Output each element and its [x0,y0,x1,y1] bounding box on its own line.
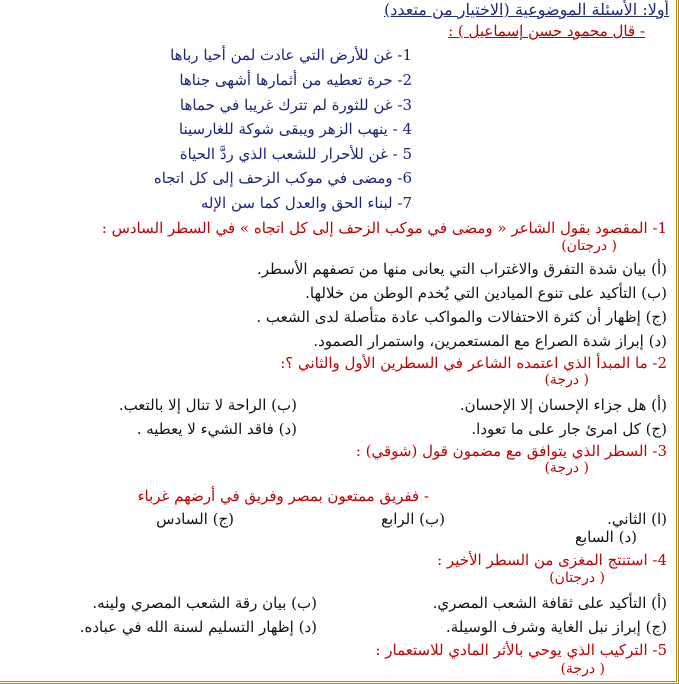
q4-option-d[interactable]: (د) إظهار التسليم لسنة الله في عباده. [79,618,317,636]
question-2-stem: 2- ما المبدأ الذي اعتمده الشاعر في السطرين الأول والثاني ؟: [280,354,667,372]
question-3-stem: 3- السطر الذي يتوافق مع مضمون قول (شوقي) : [355,442,667,460]
poem-line: 5 - غن للأحرار للشعب الذي ردَّ الحياة [179,145,412,163]
question-1-marks: ( درجتان) [561,238,617,254]
poem-line: 6- ومضى في موكب الزحف إلى كل اتجاه [153,169,412,187]
question-5-stem: 5- التركيب الذي يوحي بالأثر المادي للاستعمار : [375,641,667,659]
poem-line: 4 - ينهب الزهر ويبقى شوكة للغارسينا [178,120,412,138]
poet-attribution: - قال محمود حسن إسماعيل ) : [448,22,645,40]
question-2-marks: ( درجة) [544,372,589,388]
q1-option-b[interactable]: (ب) التأكيد على تنوع الميادين التي يُخدم الوطن من خلالها. [305,284,667,302]
poem-line: 7- لبناء الحق والعدل كما سن الإله [200,194,412,212]
q4-option-a[interactable]: (أ) التأكيد على ثقافة الشعب المصري. [432,594,667,612]
q2-option-d[interactable]: (د) فاقد الشيء لا يعطيه . [136,420,297,438]
question-4-stem: 4- استنتج المغزى من السطر الأخير : [437,551,667,569]
q2-option-c[interactable]: (ج) كل امرئ جار على ما تعودا. [471,420,667,438]
q4-option-c[interactable]: (ج) إبراز نبل الغاية وشرف الوسيلة. [445,618,667,636]
q1-option-a[interactable]: (أ) بيان شدة التفرق والاغتراب التي يعانى منها من تصفهم الأسطر. [256,260,667,278]
question-3-marks: ( درجة) [544,460,589,476]
q3-option-c[interactable]: (ج) السادس [156,510,234,528]
q3-option-b[interactable]: (ب) الرابع [381,510,445,528]
q3-option-a[interactable]: (ا) الثاني. [607,510,667,528]
q2-option-b[interactable]: (ب) الراحة لا تنال إلا بالتعب. [118,396,297,414]
q3-option-d[interactable]: (د) السابع [575,528,637,546]
poem-line: 1- غن للأرض التي عادت لمن أحيا رباها [170,46,412,64]
q4-option-b[interactable]: (ب) بيان رقة الشعب المصري ولينه. [92,594,317,612]
question-4-marks: ( درجتان) [549,570,605,586]
question-5-marks: ( درجة) [560,661,605,677]
q2-option-a[interactable]: (أ) هل جزاء الإحسان إلا الإحسان. [459,396,667,414]
q1-option-c[interactable]: (ج) إظهار أن كثرة الاحتفالات والمواكب عادة متأصلة لدى الشعب . [256,308,667,326]
poem-line: 3- غن للثورة لم تترك غريبا في حماها [179,96,412,114]
section-heading: أولا: الأسئلة الموضوعية (الاختيار من متعدد) [383,0,669,19]
question-1-stem: 1- المقصود بقول الشاعر « ومضى في موكب الزحف إلى كل اتجاه » في السطر السادس : [101,219,667,237]
shawqi-quote: - ففريق ممتعون بمصر وفريق في أرضهم غرباء [137,487,429,505]
q1-option-d[interactable]: (د) إبراز شدة الصراع مع المستعمرين، واستمرار الصمود. [313,332,667,350]
poem-line: 2- حرة تعطيه من أثمارها أشهى جناها [179,71,412,89]
